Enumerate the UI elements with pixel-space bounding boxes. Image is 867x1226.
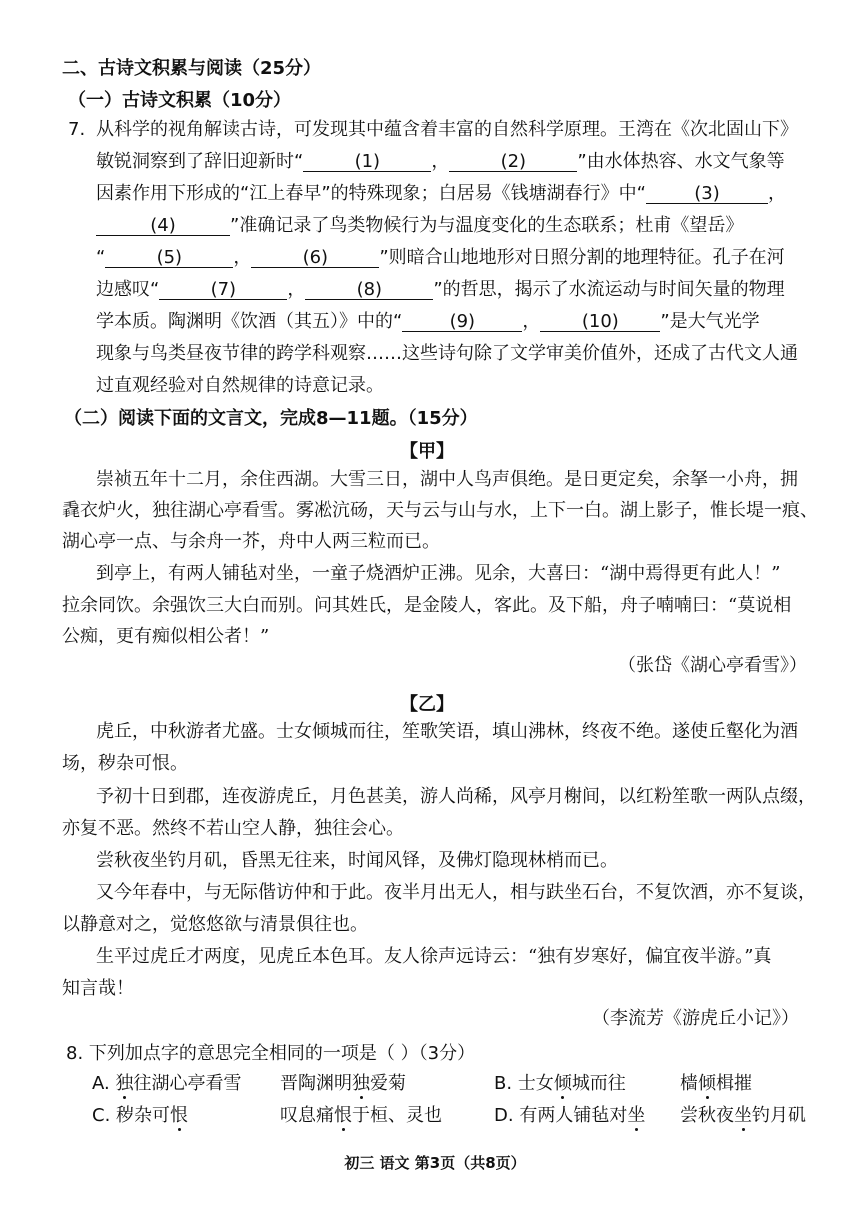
- emphasized-char: 恨: [170, 1105, 189, 1126]
- text: ，: [431, 151, 450, 172]
- passage-line: 拉余同饮。余强饮三大白而别。问其姓氏，是金陵人，客此。及下船，舟子喃喃曰：“莫说相: [62, 595, 792, 616]
- text: ”准确记录了鸟类物候行为与温度变化的生态联系；杜甫《望岳》: [230, 215, 744, 236]
- question-7-line: [96, 216, 743, 236]
- passage-label: 【甲】: [400, 441, 454, 462]
- text: 边感叹“: [96, 279, 160, 300]
- text: 楫摧: [716, 1073, 752, 1094]
- passage-line: 虎丘，中秋游者尤盛。士女倾城而往，笙歌笑语，填山沸林，终夜不绝。遂使丘壑化为酒: [96, 721, 798, 742]
- question-7-line: [96, 280, 785, 300]
- option-d[interactable]: [494, 1106, 645, 1126]
- fill-blank-8[interactable]: (8): [305, 281, 433, 300]
- passage-line: 崇祯五年十二月，余住西湖。大雪三日，湖中人鸟声俱绝。是日更定矣，余拏一小舟，拥: [96, 469, 798, 490]
- text: ，: [233, 247, 252, 268]
- option-a-compare: [280, 1074, 406, 1094]
- passage-line: 场，秽杂可恨。: [62, 753, 188, 774]
- text: 因素作用下形成的“江上春早”的特殊现象；白居易《钱塘湖春行》中“: [96, 183, 646, 204]
- emphasized-char: 倾: [698, 1073, 716, 1094]
- option-label: C.: [92, 1105, 111, 1126]
- text: 于桓、灵也: [352, 1105, 442, 1126]
- fill-blank-5[interactable]: (5): [105, 249, 233, 268]
- text: ，: [522, 311, 541, 332]
- emphasized-char: 坐: [734, 1105, 752, 1126]
- passage-line: 亦复不恶。然终不若山空人静，独往会心。: [62, 818, 404, 839]
- text: ，: [767, 183, 786, 204]
- passage-line: 予初十日到郡，连夜游虎丘，月色甚美，游人尚稀，风亭月榭间，以红粉笙歌一两队点缀，: [96, 786, 816, 807]
- fill-blank-6[interactable]: (6): [251, 249, 379, 268]
- text: 往湖心亭看雪: [133, 1073, 242, 1094]
- passage-line: 以静意对之，觉悠悠欲与清景俱往也。: [62, 914, 368, 935]
- option-c-compare: [280, 1106, 442, 1126]
- text: ”则暗合山地地形对日照分割的地理特征。孔子在河: [379, 247, 785, 268]
- passage-line: 知言哉！: [62, 978, 134, 999]
- fill-blank-2[interactable]: (2): [449, 153, 577, 172]
- fill-blank-7[interactable]: (7): [159, 281, 287, 300]
- passage-line: 公痴，更有痴似相公者！”: [62, 626, 270, 647]
- option-c[interactable]: [92, 1106, 188, 1126]
- text: 敏锐洞察到了辞旧迎新时“: [96, 151, 304, 172]
- subsection-title-classical: （二）阅读下面的文言文，完成8—11题。（15分）: [64, 408, 478, 429]
- text: 钓月矶: [752, 1105, 806, 1126]
- text: 有两人铺毡对: [519, 1105, 628, 1126]
- passage-line: 尝秋夜坐钓月矶，昏黑无往来，时闻风铎，及佛灯隐现林梢而已。: [96, 850, 618, 871]
- text: 樯: [680, 1073, 698, 1094]
- emphasized-char: 独: [115, 1073, 134, 1094]
- section-title: 二、古诗文积累与阅读（25分）: [62, 58, 322, 79]
- text: 秽杂可: [116, 1105, 171, 1126]
- fill-blank-1[interactable]: (1): [303, 153, 431, 172]
- option-label: D.: [494, 1105, 514, 1126]
- text: “: [96, 247, 106, 268]
- fill-blank-9[interactable]: (9): [402, 313, 522, 332]
- passage-line: 到亭上，有两人铺毡对坐，一童子烧酒炉正沸。见余，大喜曰：“湖中焉得更有此人！”: [96, 563, 781, 584]
- passage-source: （张岱《湖心亭看雪》）: [618, 655, 807, 676]
- subsection-title-poetry: （一）古诗文积累（10分）: [68, 90, 292, 111]
- text: 城而往: [571, 1073, 626, 1094]
- fill-blank-4[interactable]: (4): [96, 217, 230, 236]
- option-b[interactable]: [494, 1074, 626, 1094]
- text: ”的哲思，揭示了水流运动与时间矢量的物理: [433, 279, 785, 300]
- question-7-line: 过直观经验对自然规律的诗意记录。: [96, 375, 384, 396]
- option-a[interactable]: [92, 1074, 241, 1094]
- passage-line: 又今年春中，与无际偕访仲和于此。夜半月出无人，相与趺坐石台，不复饮酒，亦不复谈，: [96, 882, 816, 903]
- text: 叹息痛: [280, 1105, 334, 1126]
- emphasized-char: 倾: [553, 1073, 572, 1094]
- emphasized-char: 恨: [334, 1105, 352, 1126]
- page-footer: 初三 语文 第3页（共8页）: [344, 1154, 526, 1172]
- fill-blank-10[interactable]: (10): [540, 313, 660, 332]
- text: 学本质。陶渊明《饮酒（其五）》中的“: [96, 311, 403, 332]
- passage-line: 毳衣炉火，独往湖心亭看雪。雾凇沆砀，天与云与山与水，上下一白。湖上影子，惟长堤一痕、: [62, 500, 818, 521]
- question-7-line: 现象与鸟类昼夜节律的跨学科观察……这些诗句除了文学审美价值外，还成了古代文人通: [96, 343, 798, 364]
- question-7-line: [96, 152, 785, 172]
- option-label: A.: [92, 1073, 110, 1094]
- question-7-line: [96, 248, 785, 268]
- text: ，: [287, 279, 306, 300]
- fill-blank-3[interactable]: (3): [646, 185, 768, 204]
- question-number: 7.: [68, 119, 86, 140]
- passage-label: 【乙】: [400, 694, 454, 715]
- passage-line: 生平过虎丘才两度，见虎丘本色耳。友人徐声远诗云：“独有岁寒好，偏宜夜半游。”真: [96, 946, 772, 967]
- question-8-stem: 8. 下列加点字的意思完全相同的一项是（ ）（3分）: [66, 1043, 476, 1064]
- option-label: B.: [494, 1073, 513, 1094]
- emphasized-char: 坐: [627, 1105, 646, 1126]
- text: ”是大气光学: [660, 311, 760, 332]
- option-d-compare: [680, 1106, 806, 1126]
- passage-line: 湖心亭一点、与余舟一芥，舟中人两三粒而已。: [62, 531, 440, 552]
- option-b-compare: [680, 1074, 752, 1094]
- text: 士女: [517, 1073, 554, 1094]
- passage-source: （李流芳《游虎丘小记》）: [592, 1008, 799, 1029]
- text: 尝秋夜: [680, 1105, 734, 1126]
- text: ”由水体热容、水文气象等: [577, 151, 785, 172]
- text: 晋陶渊明: [280, 1073, 352, 1094]
- question-7-line: [96, 184, 786, 204]
- question-7-line: [96, 312, 760, 332]
- text: 爱菊: [370, 1073, 406, 1094]
- emphasized-char: 独: [352, 1073, 370, 1094]
- question-7-line: 从科学的视角解读古诗，可发现其中蕴含着丰富的自然科学原理。王湾在《次北固山下》: [96, 119, 798, 140]
